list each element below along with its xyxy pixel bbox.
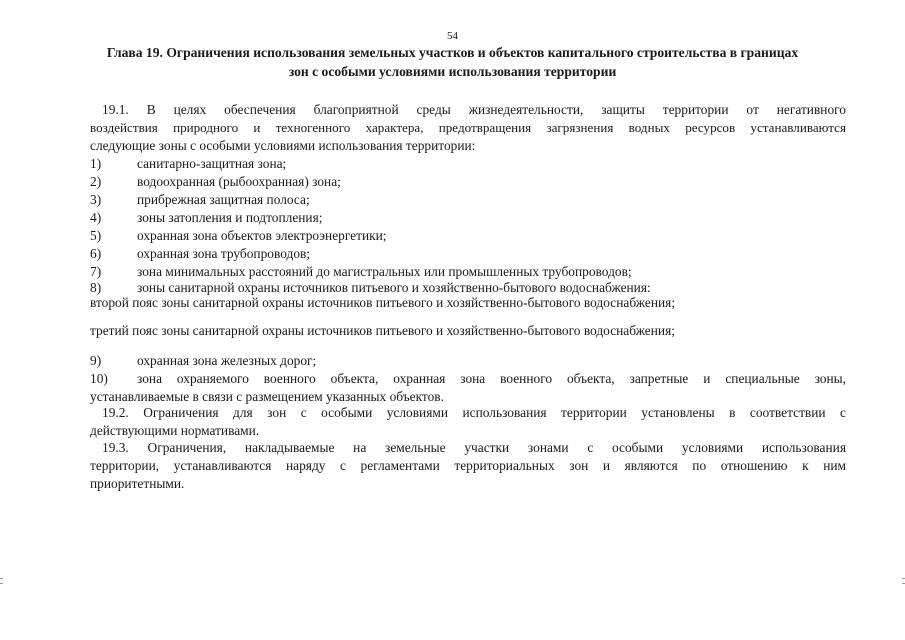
left-edge-mark xyxy=(0,578,3,579)
list-item-10-line-1: зона охраняемого военного объекта, охранная зона военного объекта, запретные и специальные зоны, xyxy=(137,371,846,386)
list-item-number: 6) xyxy=(90,246,102,261)
list-item-number: 9) xyxy=(90,353,102,368)
paragraph-19-1-line-2: воздействия природного и техногенного характера, предотвращения загрязнения водных ресурсов устанавливаются xyxy=(90,120,846,135)
list-item-10 xyxy=(90,370,846,406)
paragraph-19-3-line-1: 19.3. Ограничения, накладываемые на земельные участки зонами с особыми условиями использования xyxy=(102,440,846,455)
list-item-number: 10) xyxy=(90,371,108,386)
paragraph-19-1 xyxy=(90,101,846,155)
list-item-text: санитарно-защитная зона; xyxy=(137,156,287,171)
paragraph-19-1-line-3: следующие зоны с особыми условиями использования территории: xyxy=(90,138,476,153)
paragraph-19-2-line-2: действующими нормативами. xyxy=(90,423,260,438)
list-item-text: зона минимальных расстояний до магистральных или промышленных трубопроводов; xyxy=(137,264,632,279)
list-item-number: 7) xyxy=(90,264,102,279)
list-item-text: охранная зона железных дорог; xyxy=(137,353,317,368)
page-number: 54 xyxy=(447,30,458,42)
paragraph-19-3 xyxy=(90,439,846,493)
list-item-text: охранная зона трубопроводов; xyxy=(137,246,311,261)
list-item-number: 3) xyxy=(90,192,102,207)
list-item-text: охранная зона объектов электроэнергетики; xyxy=(137,228,387,243)
list-item-text: зоны затопления и подтопления; xyxy=(137,210,323,225)
chapter-heading-line-1: Глава 19. Ограничения использования земельных участков и объектов капитального строительства в границах xyxy=(106,45,799,60)
list-item-number: 4) xyxy=(90,210,102,225)
chapter-heading xyxy=(60,43,845,81)
chapter-heading-line-2: зон с особыми условиями использования территории xyxy=(288,64,617,79)
list-item-number: 8) xyxy=(90,280,102,295)
paragraph-19-2-line-1: 19.2. Ограничения для зон с особыми условиями использования территории установлены в соответствии с xyxy=(102,405,846,420)
list-item-text: зоны санитарной охраны источников питьевого и хозяйственно-бытового водоснабжения: xyxy=(137,280,651,295)
list-item-text: водоохранная (рыбоохранная) зона; xyxy=(137,174,341,189)
sanitary-belt-3: третий пояс зоны санитарной охраны источников питьевого и хозяйственно-бытового водоснабжения; xyxy=(90,323,675,338)
paragraph-19-2 xyxy=(90,404,846,440)
list-item-text: прибрежная защитная полоса; xyxy=(137,192,310,207)
paragraph-19-1-line-1: 19.1. В целях обеспечения благоприятной среды жизнедеятельности, защиты территории от негативного xyxy=(102,102,846,117)
sanitary-belt-2: второй пояс зоны санитарной охраны источников питьевого и хозяйственно-бытового водоснабжения; xyxy=(90,295,676,310)
list-item-number: 1) xyxy=(90,156,102,171)
list-item-number: 2) xyxy=(90,174,102,189)
paragraph-19-3-line-2: территории, устанавливаются наряду с регламентами территориальных зон и являются по отношению к ним xyxy=(90,458,846,473)
paragraph-19-3-line-3: приоритетными. xyxy=(90,476,185,491)
left-edge-mark xyxy=(0,583,3,584)
list-item-10-line-2: устанавливаемые в связи с размещением указанных объектов. xyxy=(90,389,444,404)
list-item-number: 5) xyxy=(90,228,102,243)
